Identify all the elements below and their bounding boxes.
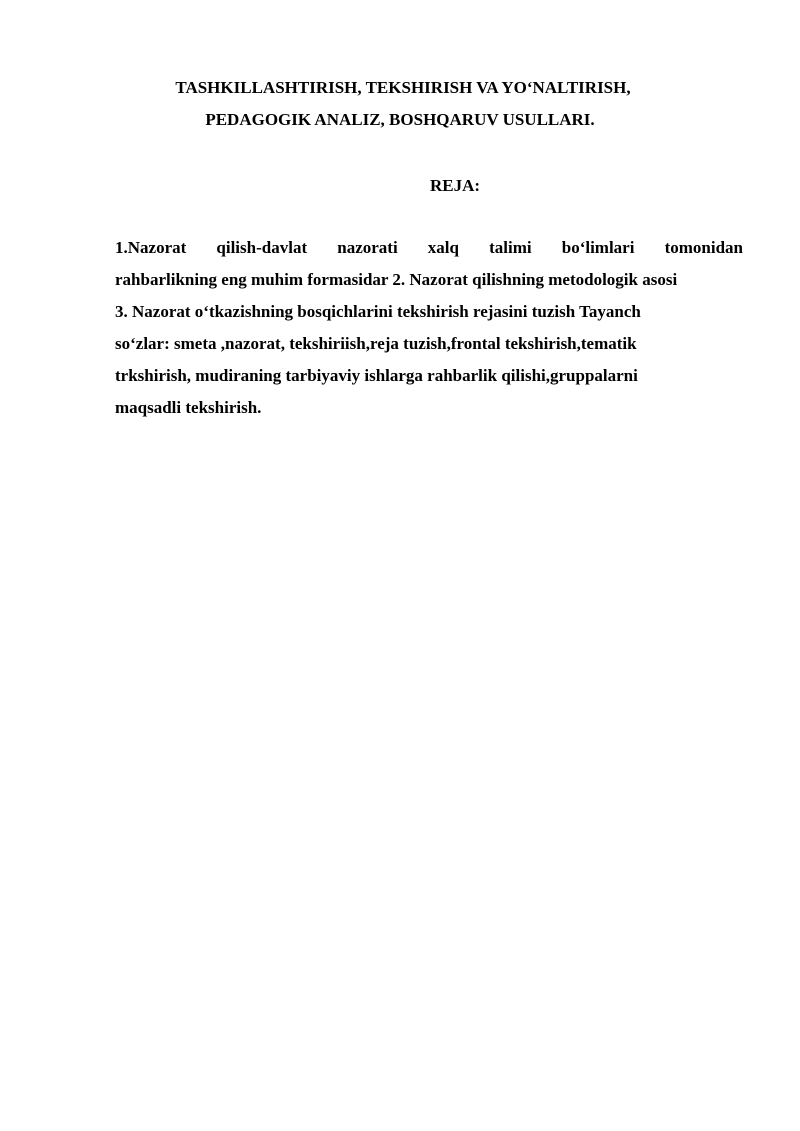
paragraph-line-3: 3. Nazorat o‘tkazishning bosqichlarini tekshirish rejasini tuzish Tayanch [115, 302, 641, 321]
paragraph-word: xalq [427, 238, 459, 257]
paragraph-line-1 [115, 238, 743, 258]
paragraph-word: 1.Nazorat [115, 238, 187, 257]
paragraph-word: qilish-davlat [216, 238, 308, 257]
paragraph-line-5: trkshirish, mudiraning tarbiyaviy ishlarga rahbarlik qilishi,gruppalarni [115, 366, 638, 385]
paragraph-line-2: rahbarlikning eng muhim formasidar 2. Nazorat qilishning metodologik asosi [115, 270, 678, 289]
document-title-line-2: PEDAGOGIK ANALIZ, BOSHQARUV USULLARI. [205, 110, 595, 129]
paragraph-line-4: so‘zlar: smeta ,nazorat, tekshiriish,reja tuzish,frontal tekshirish,tematik [115, 334, 637, 353]
paragraph-line-6: maqsadli tekshirish. [115, 398, 262, 417]
paragraph-word: talimi [489, 238, 532, 257]
document-title-line-1: TASHKILLASHTIRISH, TEKSHIRISH VA YO‘NALTIRISH, [175, 78, 631, 97]
paragraph-word: nazorati [337, 238, 398, 257]
paragraph-word: tomonidan [664, 238, 743, 257]
paragraph-word: bo‘limlari [561, 238, 635, 257]
plan-heading: REJA: [430, 176, 481, 195]
